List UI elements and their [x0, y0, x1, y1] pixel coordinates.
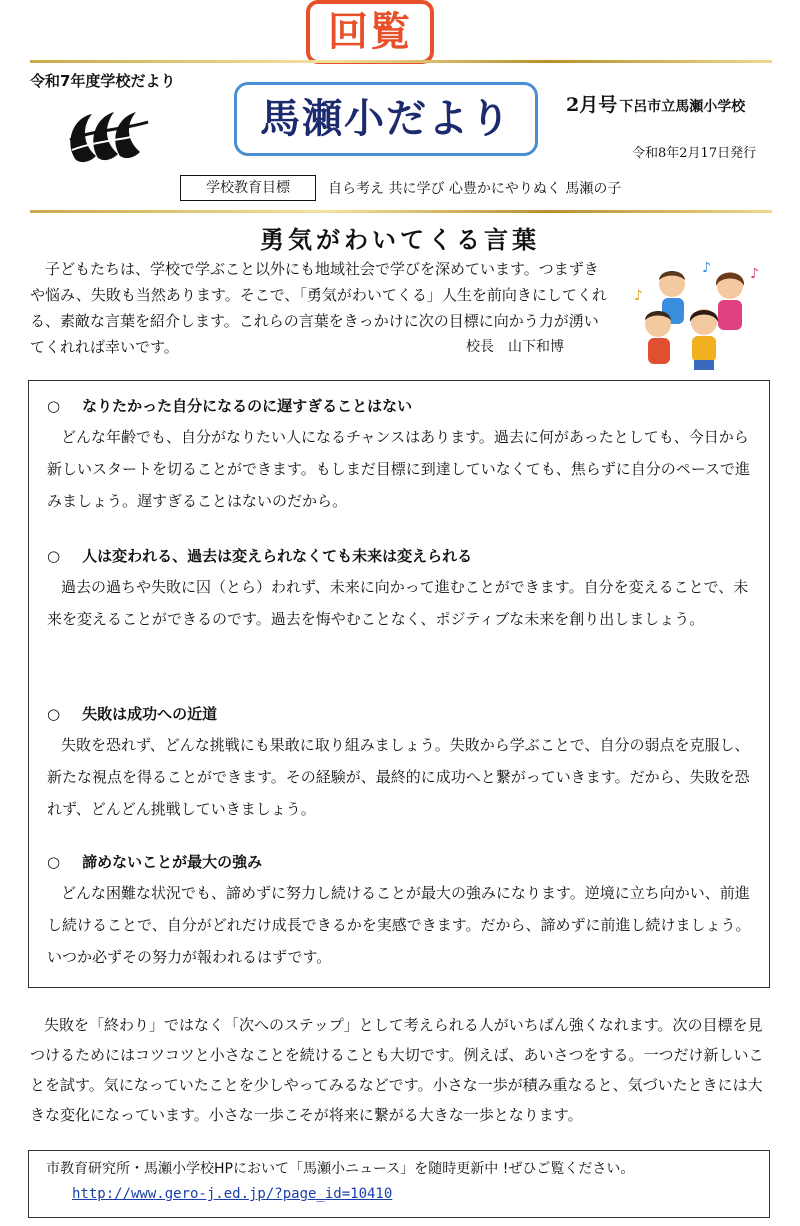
quote-section [47, 699, 755, 825]
quotes-box [28, 380, 770, 988]
intro-paragraph: 子どもたちは、学校で学ぶこと以外にも地域社会で学びを深めています。つまずきや悩み、失敗も当然あります。そこで、「勇気がわいてくる」人生を前向きにしてくれる、素敵な言葉を紹介します。これらの言葉をきっかけに次の目標に向かう力が湧いてくれれば幸いです。 [30, 260, 607, 356]
newsletter-series: 令和7年度学校だより [30, 72, 176, 90]
quote-title [47, 391, 755, 421]
svg-text:♪: ♪ [634, 288, 643, 304]
quote-title [47, 541, 755, 571]
closing-paragraph: 失敗を「終わり」ではなく「次へのステップ」として考えられる人がいちばん強くなれます。次の目標を見つけるためにはコツコツと小さなことを続けることも大切です。例えば、あいさつをする。一つだけ新しいことを試す。気になっていたことを少しやってみるなどです。小さな一歩が積み重なると、気づいたときには大きな変化になっています。小さな一歩こそが将来に繋がる大きな一歩となります。 [30, 1016, 764, 1124]
newsletter-title: 馬瀬小だより [234, 82, 538, 156]
quote-section [47, 391, 755, 517]
gold-divider-middle [30, 210, 772, 213]
goal-label: 学校教育目標 [180, 175, 316, 201]
issue-line [566, 90, 745, 117]
quote-section [47, 541, 755, 635]
quote-section [47, 847, 755, 973]
quote-title [47, 699, 755, 729]
quote-title-text: なりたかった自分になるのに遅すぎることはない [82, 397, 413, 415]
svg-text:♪: ♪ [750, 266, 759, 282]
dancing-children-illustration [628, 256, 768, 376]
school-emblem-icon [62, 100, 152, 172]
circulate-stamp: 回覧 [306, 0, 434, 64]
svg-text:♪: ♪ [702, 260, 711, 276]
quote-body: どんな困難な状況でも、諦めずに努力し続けることが最大の強みになります。逆境に立ち向かい、前進し続けることで、自分がどれだけ成長できるかを実感できます。だから、諦めずに前進し続けましょう。いつか必ずその努力が報われるはずです。 [47, 884, 751, 966]
gold-divider-top [30, 60, 772, 63]
goal-text: 自ら考え 共に学び 心豊かにやりぬく 馬瀬の子 [328, 181, 622, 197]
quote-title-text: 人は変われる、過去は変えられなくても未来は変えられる [82, 547, 473, 565]
circle-bullet-icon: ○ [47, 397, 61, 415]
quote-body: 失敗を恐れず、どんな挑戦にも果敢に取り組みましょう。失敗から学ぶことで、自分の弱点を克服し、新たな視点を得ることができます。その経験が、最終的に成功へと繋がっていきます。だから、失敗を恐れず、どんどん挑戦していきましょう。 [47, 736, 750, 818]
school-name: 下呂市立馬瀬小学校 [619, 99, 746, 115]
school-website-link[interactable]: http://www.gero-j.ed.jp/?page_id=10410 [72, 1186, 393, 1202]
quote-title-text: 失敗は成功への近道 [82, 705, 218, 723]
quote-title-text: 諦めないことが最大の強み [82, 853, 263, 871]
principal-signature: 校長 山下和博 [466, 339, 564, 355]
issue-number: 2月号 [566, 94, 618, 116]
circle-bullet-icon: ○ [47, 705, 61, 723]
circle-bullet-icon: ○ [47, 547, 61, 565]
footer-notice: 市教育研究所・馬瀬小学校HPにおいて「馬瀬小ニュース」を随時更新中 !ぜひご覧ください。 [46, 1161, 635, 1177]
quote-title [47, 847, 755, 877]
quote-body: どんな年齢でも、自分がなりたい人になるチャンスはあります。過去に何があったとしても、今日から新しいスタートを切ることができます。もしまだ目標に到達していなくても、焦らずに自分のペースで進みましょう。遅すぎることはないのだから。 [47, 428, 751, 510]
circle-bullet-icon: ○ [47, 853, 61, 871]
quote-body: 過去の過ちや失敗に囚（とら）われず、未来に向かって進むことができます。自分を変えることで、未来を変えることができるのです。過去を悔やむことなく、ポジティブな未来を創り出しましょう。 [47, 578, 749, 628]
article-heading: 勇気がわいてくる言葉 [260, 225, 540, 254]
publish-date: 令和8年2月17日発行 [632, 146, 757, 161]
